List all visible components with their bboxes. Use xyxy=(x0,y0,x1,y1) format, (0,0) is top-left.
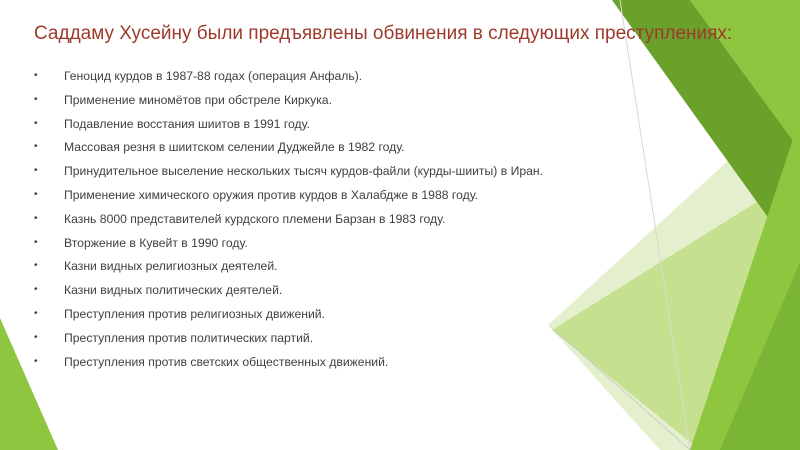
list-item-text: Применение миномётов при обстреле Киркука. xyxy=(64,92,332,107)
bullet-icon: • xyxy=(34,236,38,248)
list-item xyxy=(34,353,543,377)
list-item xyxy=(34,329,543,353)
list-item-text: Преступления против религиозных движений. xyxy=(64,306,325,321)
list-item-text: Подавление восстания шиитов в 1991 году. xyxy=(64,116,310,131)
list-item-text: Массовая резня в шиитском селении Дуджейле в 1982 году. xyxy=(64,140,405,155)
list-item xyxy=(34,162,543,186)
list-item xyxy=(34,91,543,115)
bullet-icon: • xyxy=(34,93,38,105)
bullet-icon: • xyxy=(34,284,38,296)
slide-title: Саддаму Хусейну были предъявлены обвинения в следующих преступлениях: xyxy=(34,23,733,44)
list-item xyxy=(34,257,543,281)
bullet-icon: • xyxy=(34,331,38,343)
list-item xyxy=(34,234,543,258)
list-item-text: Принудительное выселение нескольких тысяч курдов-файли (курды-шииты) в Иран. xyxy=(64,164,544,179)
list-item-text: Геноцид курдов в 1987-88 годах (операция Анфаль). xyxy=(64,69,363,83)
charges-list xyxy=(34,67,543,376)
list-item xyxy=(34,186,543,210)
list-item xyxy=(34,305,543,329)
bullet-icon: • xyxy=(34,141,38,153)
list-item-text: Казнь 8000 представителей курдского племени Барзан в 1983 году. xyxy=(64,211,446,226)
list-item-text: Применение химического оружия против курдов в Халабдже в 1988 году. xyxy=(64,187,478,202)
bullet-icon: • xyxy=(34,70,38,81)
bullet-icon: • xyxy=(34,260,38,272)
bullet-icon: • xyxy=(34,165,38,177)
bullet-icon: • xyxy=(34,355,38,367)
list-item-text: Преступления против политических партий. xyxy=(64,330,314,345)
bullet-icon: • xyxy=(34,307,38,319)
bullet-icon: • xyxy=(34,117,38,129)
list-item xyxy=(34,67,543,91)
bullet-icon: • xyxy=(34,212,38,224)
list-item-text: Казни видных политических деятелей. xyxy=(64,283,283,298)
bullet-icon: • xyxy=(34,188,38,200)
list-item-text: Казни видных религиозных деятелей. xyxy=(64,259,278,274)
list-item xyxy=(34,138,543,162)
list-item-text: Преступления против светских общественных движений. xyxy=(64,354,389,369)
list-item xyxy=(34,210,543,234)
list-item xyxy=(34,281,543,305)
list-item xyxy=(34,115,543,139)
list-item-text: Вторжение в Кувейт в 1990 году. xyxy=(64,235,248,250)
